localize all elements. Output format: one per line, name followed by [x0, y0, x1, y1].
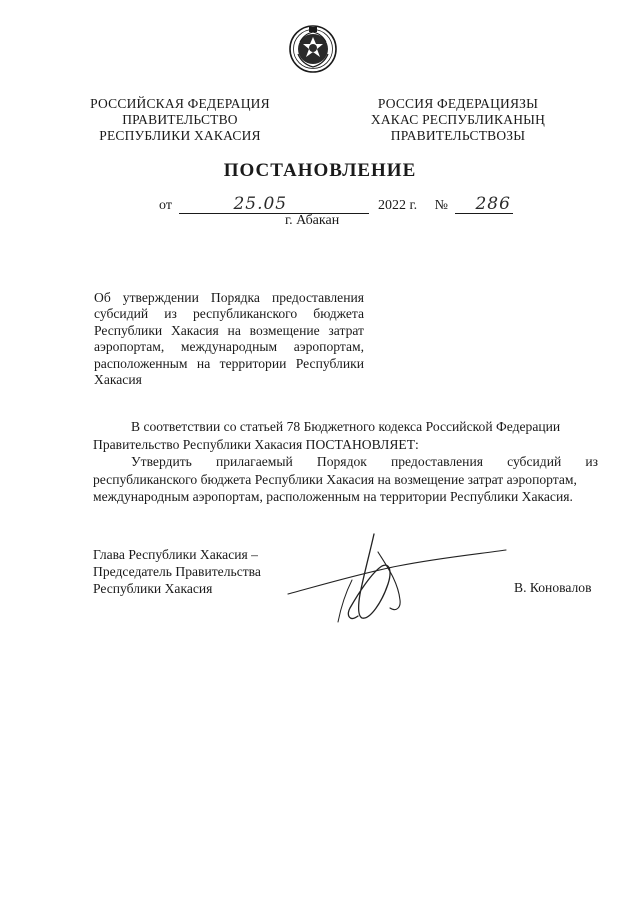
number-blank-line: [455, 196, 513, 214]
header-right-line: ПРАВИТЕЛЬСТВОЗЫ: [390, 128, 526, 143]
header-right-line: РОССИЯ ФЕДЕРАЦИЯЗЫ: [377, 96, 539, 111]
handwritten-number: 286: [475, 194, 511, 214]
coat-of-arms-emblem-icon: [288, 24, 338, 74]
handwritten-date: 25.05: [233, 194, 288, 214]
subject-line: субсидий из республиканского бюджета: [94, 306, 364, 322]
header-left-line: ПРАВИТЕЛЬСТВО: [122, 112, 238, 127]
signer-name: В. Коновалов: [514, 580, 592, 595]
subject-line: Республики Хакасия на возмещение затрат: [94, 322, 364, 338]
handwritten-signature: [278, 532, 510, 628]
body-line: республиканского бюджета Республики Хакасия на возмещение затрат аэропортам,: [93, 471, 577, 487]
header-right-line: ХАКАС РЕСПУБЛИКАНЫҢ: [370, 112, 546, 127]
header-left-line: РОССИЙСКАЯ ФЕДЕРАЦИЯ: [90, 96, 270, 111]
body-line: международным аэропортам, расположенным на территории Республики Хакасия.: [93, 489, 573, 504]
subject-line: Хакасия: [94, 372, 142, 388]
body-text: [93, 418, 598, 506]
body-line: Утвердить прилагаемый Порядок предоставления субсидий из: [131, 454, 598, 469]
header-left-line: РЕСПУБЛИКИ ХАКАСИЯ: [99, 128, 261, 143]
date-blank-line: [179, 196, 369, 214]
city-label: г. Абакан: [285, 213, 340, 228]
number-sign: №: [434, 198, 448, 213]
header-left-block: [80, 96, 280, 144]
signatory-title-line: Республики Хакасия: [93, 581, 213, 596]
document-title: ПОСТАНОВЛЕНИЕ: [223, 160, 417, 181]
subject-line: аэропортам, международным аэропортам,: [94, 339, 364, 355]
signatory-title-line: Глава Республики Хакасия –: [93, 547, 258, 562]
signatory-title-line: Председатель Правительства: [93, 564, 261, 579]
body-line: Правительство Республики Хакасия ПОСТАНОВЛЯЕТ:: [93, 436, 419, 452]
signatory-title-block: [93, 546, 261, 597]
subject-block: [94, 290, 364, 388]
year-label: 2022 г.: [377, 198, 418, 213]
date-prefix: от: [159, 198, 172, 213]
header-right-block: [358, 96, 558, 144]
subject-line: расположенным на территории Республики: [94, 355, 364, 371]
subject-line: Об утверждении Порядка предоставления: [94, 290, 364, 305]
date-number-row: [159, 196, 513, 214]
body-line: В соответствии со статьей 78 Бюджетного кодекса Российской Федерации: [131, 419, 561, 434]
